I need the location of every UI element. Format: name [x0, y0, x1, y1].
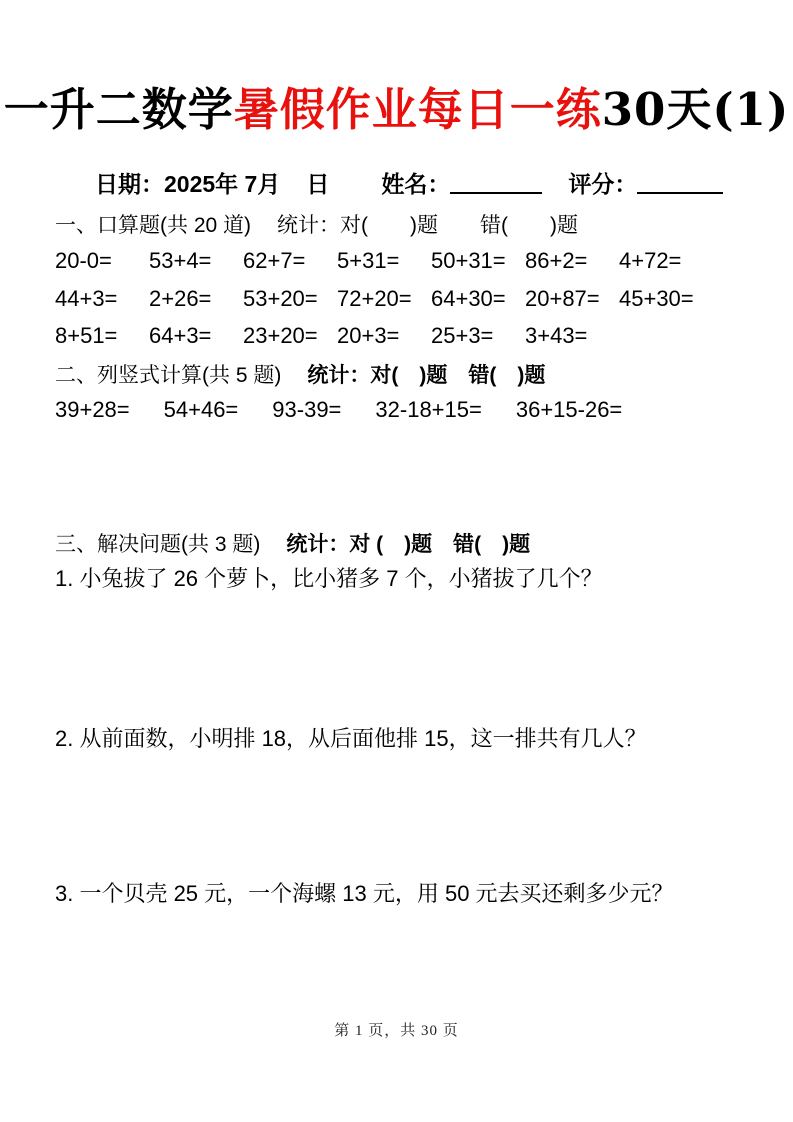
section-vertical-heading	[55, 359, 545, 389]
oral-problem: 2+26=	[149, 286, 212, 311]
oral-problem: 20+3=	[337, 323, 400, 348]
date-label: 日期：2025年 7月	[95, 171, 281, 197]
section-oral-stats: 统计：对( )题 错( )题	[277, 214, 578, 237]
vertical-problem: 32-18+15=	[375, 397, 482, 422]
worksheet-title	[0, 84, 793, 136]
section-vertical-title: 二、列竖式计算(共 5 题)	[55, 364, 282, 387]
word-problem-2: 2. 从前面数，小明排 18，从后面他排 15，这一排共有几人？	[55, 726, 647, 751]
oral-problem: 44+3=	[55, 286, 118, 311]
name-label: 姓名：	[381, 171, 451, 197]
name-blank-line	[450, 192, 542, 194]
section-word-title: 三、解决问题(共 3 题)	[55, 533, 261, 556]
page-footer: 第 1 页，共 30 页	[334, 1023, 459, 1039]
oral-problem: 20+87=	[525, 286, 600, 311]
oral-problem: 50+31=	[431, 248, 506, 273]
score-label: 评分：	[568, 171, 638, 197]
score-blank-line	[637, 192, 723, 194]
word-problem-1: 1. 小兔拔了 26 个萝卜，比小猪多 7 个，小猪拔了几个？	[55, 566, 603, 591]
oral-problem: 53+4=	[149, 248, 212, 273]
section-word-heading	[55, 528, 530, 558]
oral-problem: 53+20=	[243, 286, 318, 311]
oral-problem: 72+20=	[337, 286, 412, 311]
vertical-problem: 54+46=	[163, 397, 239, 422]
date-line	[95, 166, 753, 199]
vertical-problem: 93-39=	[272, 397, 342, 422]
oral-problem: 86+2=	[525, 248, 588, 273]
oral-problem: 3+43=	[525, 323, 588, 348]
vertical-problem: 36+15-26=	[515, 397, 623, 422]
section-oral-title: 一、口算题(共 20 道)	[55, 214, 252, 237]
oral-problem: 5+31=	[337, 248, 400, 273]
oral-row-3	[55, 323, 619, 349]
vertical-problem: 39+28=	[55, 397, 130, 422]
section-oral-heading	[55, 209, 578, 239]
oral-row-2	[55, 286, 713, 312]
oral-row-1	[55, 248, 713, 274]
oral-problem: 20-0=	[55, 248, 112, 273]
oral-problem: 4+72=	[619, 248, 682, 273]
oral-problem: 25+3=	[431, 323, 494, 348]
section-vertical-stats: 统计：对( )题 错( )题	[307, 364, 546, 387]
oral-problem: 8+51=	[55, 323, 118, 348]
oral-problem: 45+30=	[619, 286, 694, 311]
section-word-stats: 统计：对 ( )题 错( )题	[286, 533, 531, 556]
oral-problem: 62+7=	[243, 248, 306, 273]
oral-problem: 23+20=	[243, 323, 318, 348]
title-segment-right: 30天(1)	[601, 83, 790, 136]
word-problem-3: 3. 一个贝壳 25 元，一个海螺 13 元，用 50 元去买还剩多少元？	[55, 881, 674, 906]
vertical-problems-row	[55, 397, 622, 423]
day-char: 日	[306, 171, 330, 197]
title-segment-red: 暑假作业每日一练	[233, 83, 602, 136]
title-segment-left: 一升二数学	[3, 83, 234, 136]
oral-problem: 64+3=	[149, 323, 212, 348]
oral-problem: 64+30=	[431, 286, 506, 311]
